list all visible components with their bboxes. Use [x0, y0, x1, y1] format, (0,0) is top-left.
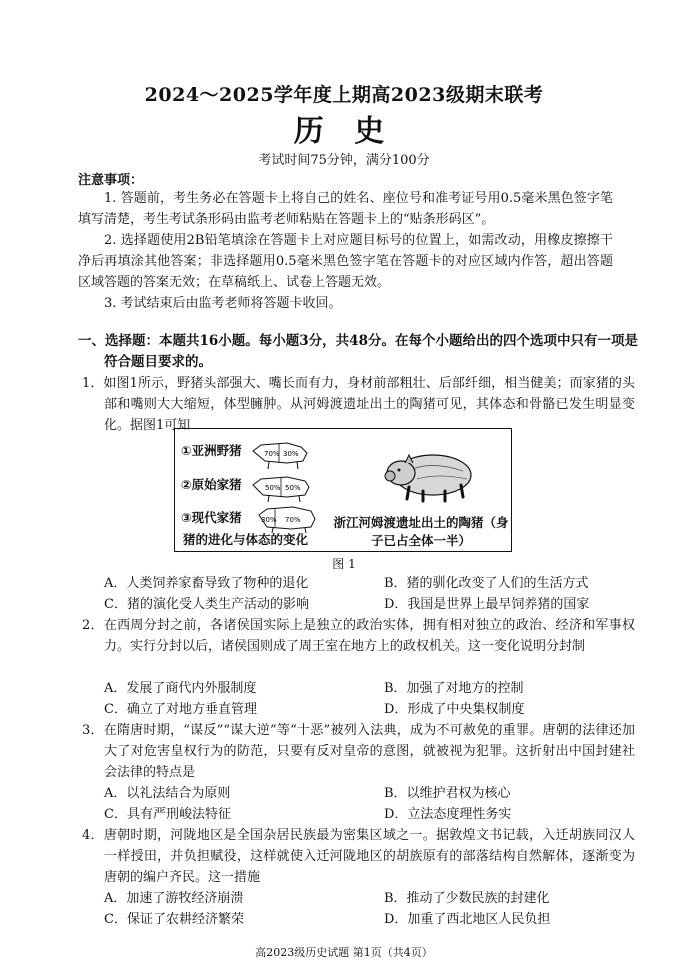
pct-label: 70%: [264, 450, 280, 458]
subject-title: 历 史: [293, 114, 395, 149]
pottery-pig-image: [383, 443, 483, 511]
q1-option-d[interactable]: D．我国是世界上最早饲养猪的国家: [384, 597, 590, 612]
q3-option-b[interactable]: B．以维护君权为核心: [384, 786, 511, 801]
pct-label: 30%: [261, 516, 277, 524]
q4-option-a[interactable]: A．加速了游牧经济崩溃: [104, 891, 244, 906]
q3-option-c[interactable]: C．具有严刑峻法特征: [104, 807, 231, 822]
pct-label: 50%: [285, 484, 301, 492]
pct-label: 50%: [265, 484, 281, 492]
pct-label: 30%: [283, 450, 299, 458]
exam-title: 2024～2025学年度上期高2023级期末联考: [144, 84, 544, 106]
notes-heading: 注意事项：: [78, 173, 144, 188]
section-heading: 一、选择题：本题共16小题。每小题3分，共48分。在每个小题给出的四个选项中只有一项是符合题目要求的。: [78, 333, 638, 370]
q2-option-c[interactable]: C．确立了对地方垂直管理: [104, 702, 257, 717]
exam-info: 考试时间75分钟，满分100分: [258, 153, 430, 168]
question-4-stem: 4．唐朝时期，河陇地区是全国杂居民族最为密集区域之一。据敦煌文书记载，入迁胡族同汉人一样授田，并负担赋役，这样就使入迁河陇地区的胡族原有的部落结构自然解体，逐渐变为唐朝的编户齐民。这一措施: [82, 828, 635, 885]
primitive-pig-outline: [253, 477, 309, 502]
fig-right-caption: 浙江河姆渡遗址出土的陶猪（身子已占全体一半）: [333, 515, 509, 548]
fig-row-2: ②原始家猪: [181, 477, 242, 492]
note-item-2: 2. 选择题使用2B铅笔填涂在答题卡上对应题目标号的位置上，如需改动，用橡皮擦擦干净后再填涂其他答案；非选择题用0.5毫米黑色签字笔在答题卡的对应区域内作答，超出答题区域答题的答案无效；在草稿纸上、试卷上答题无效。: [78, 233, 613, 290]
q2-option-d[interactable]: D．形成了中央集权制度: [384, 702, 525, 717]
figure-label: 图 1: [332, 557, 356, 571]
pig-evolution-panel: [175, 429, 325, 551]
fig-row-3: ③现代家猪: [181, 510, 242, 525]
page-footer: 高2023级历史试题 第1页（共4页）: [255, 946, 433, 959]
question-2-stem: 2．在西周分封之前，各诸侯国实际上是独立的政治实体，拥有相对独立的政治、经济和军事权力。实行分封以后，诸侯国则成了周王室在地方上的政权机关。这一变化说明分封制: [82, 618, 635, 654]
q2-option-b[interactable]: B．加强了对地方的控制: [384, 681, 524, 696]
wild-pig-outline: [253, 443, 307, 469]
note-item-1: 1. 答题前，考生务必在答题卡上将自己的姓名、座位号和准考证号用0.5毫米黑色签字笔填写清楚，考生考试条形码由监考老师粘贴在答题卡上的“贴条形码区”。: [78, 191, 613, 227]
q4-option-b[interactable]: B．推动了少数民族的封建化: [384, 891, 550, 906]
question-1-stem: 1．如图1所示，野猪头部强大、嘴长而有力，身材前部粗壮、后部纤细，相当健美；而家猪的头部和嘴则大大缩短，体型臃肿。从河姆渡遗址出土的陶猪可见，其体态和骨骼已发生明显变化。据图1可知: [82, 376, 635, 433]
pct-label: 70%: [285, 516, 301, 524]
q1-option-b[interactable]: B．猪的驯化改变了人们的生活方式: [384, 576, 589, 591]
q4-option-c[interactable]: C．保证了农耕经济繁荣: [104, 912, 244, 927]
q3-option-d[interactable]: D．立法态度理性务实: [384, 807, 512, 822]
q1-option-a[interactable]: A．人类饲养家畜导致了物种的退化: [104, 576, 309, 591]
q2-option-a[interactable]: A．发展了商代内外服制度: [104, 681, 257, 696]
q4-option-d[interactable]: D．加重了西北地区人民负担: [384, 912, 551, 927]
note-item-3: 3. 考试结束后由监考老师将答题卡收回。: [104, 296, 342, 311]
question-3-stem: 3．在隋唐时期，“谋反”“谋大逆”等“十恶”被列入法典，成为不可赦免的重罪。唐朝的法律还加大了对危害皇权行为的防范，只要有反对皇帝的意图，就被视为犯罪。这折射出中国封建社会法律的特点是: [82, 723, 635, 780]
fig-left-caption: 猪的进化与体态的变化: [183, 532, 309, 547]
fig-row-1: ①亚洲野猪: [181, 443, 242, 458]
q3-option-a[interactable]: A．以礼法结合为原则: [104, 786, 231, 801]
figure-1: [174, 428, 512, 552]
q1-option-c[interactable]: C．猪的演化受人类生产活动的影响: [104, 597, 309, 612]
